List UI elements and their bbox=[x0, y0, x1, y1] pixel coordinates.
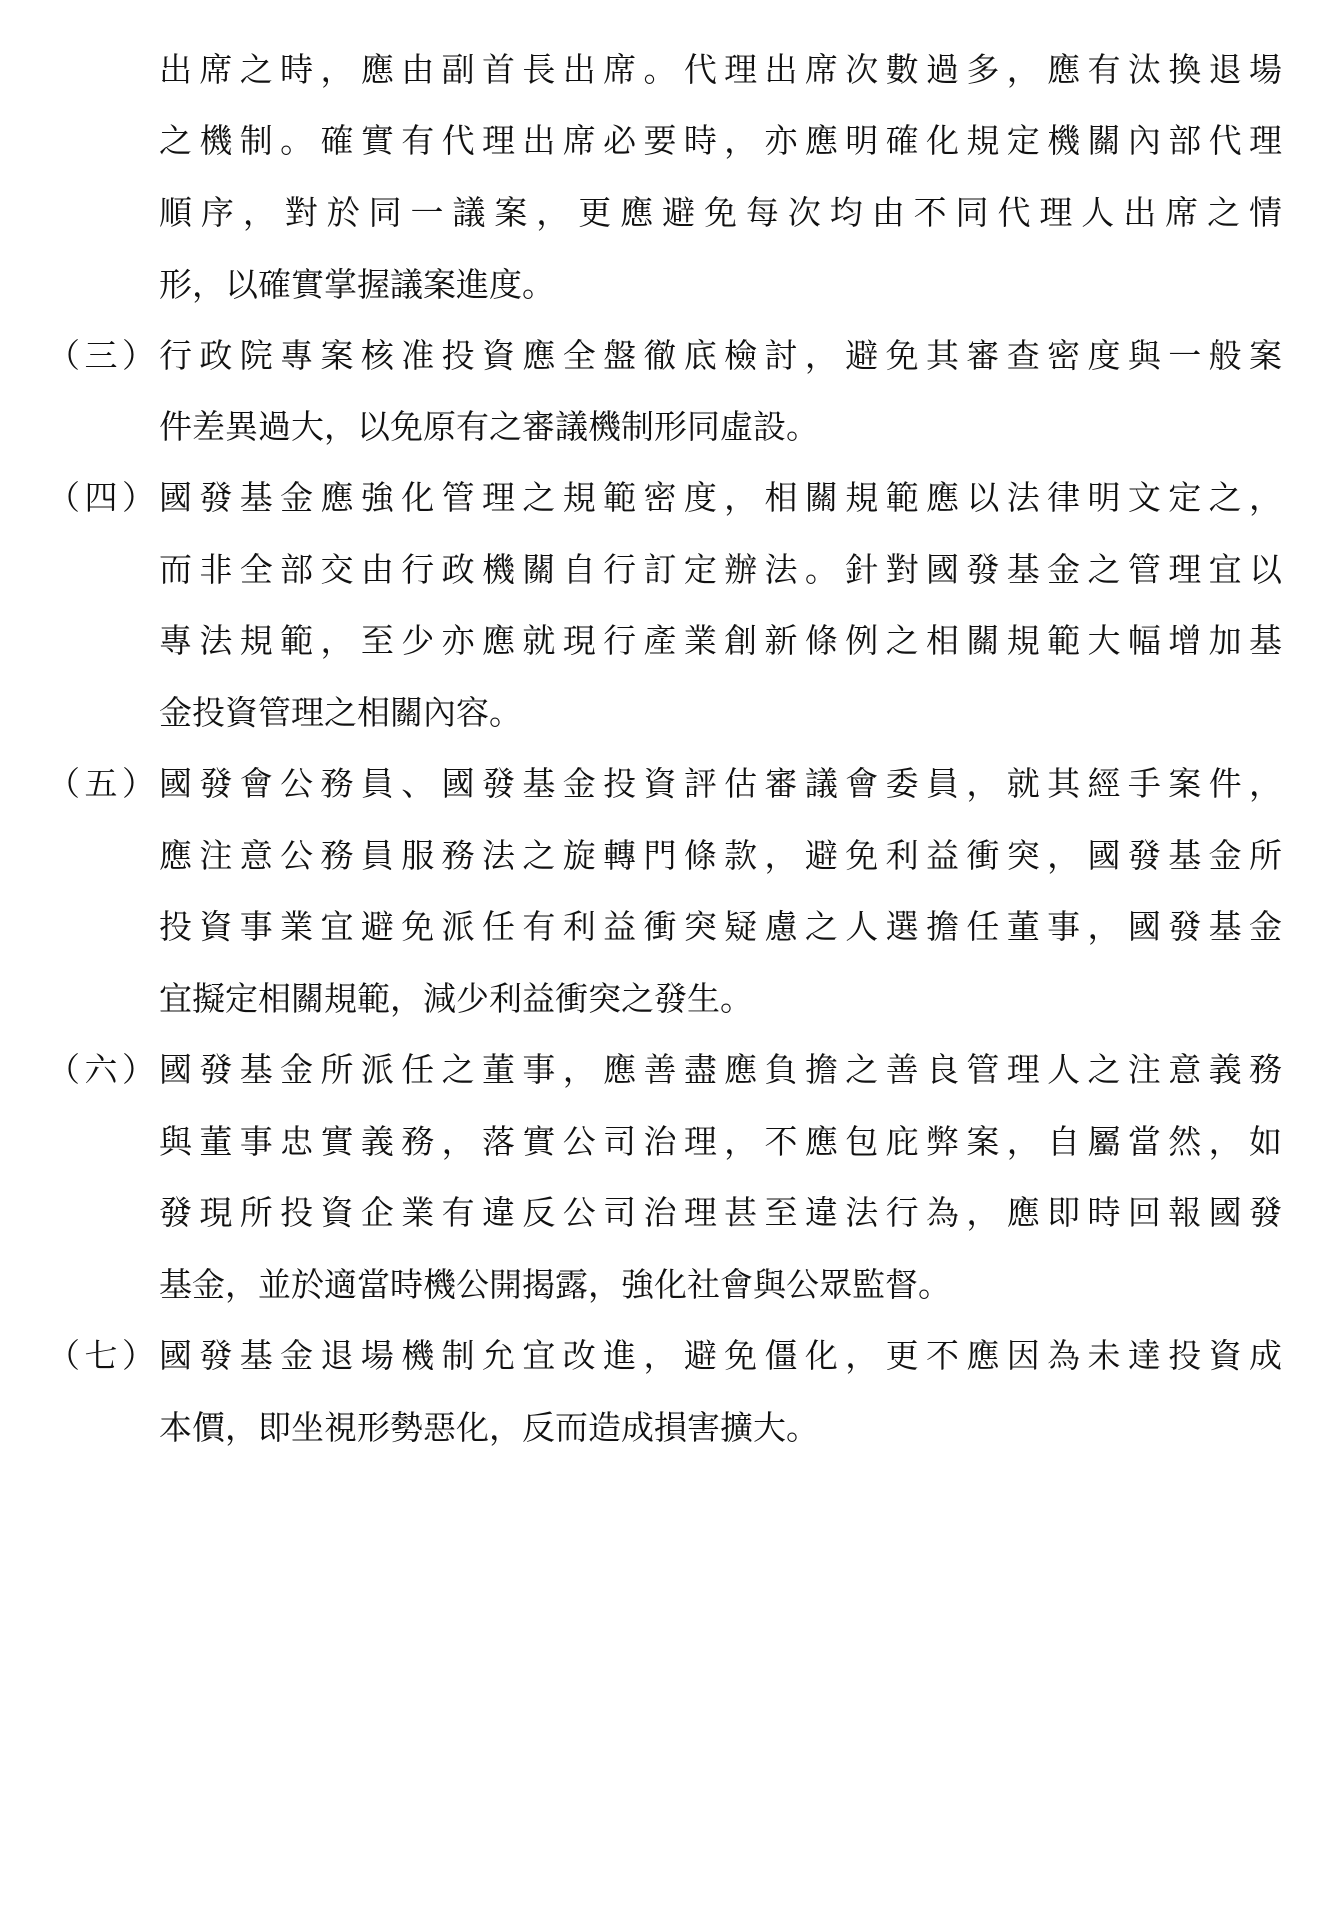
item-line: 件差異過大，以免原有之審議機制形同虛設。 bbox=[159, 407, 819, 446]
item-line: 專法規範，至少亦應就現行產業創新條例之相關規範大幅增加基 bbox=[159, 621, 1282, 660]
intro-line: 之機制。確實有代理出席必要時，亦應明確化規定機關內部代理 bbox=[159, 121, 1282, 160]
item-line: 與董事忠實義務，落實公司治理，不應包庇弊案，自屬當然，如 bbox=[159, 1122, 1282, 1161]
item-number: （七） bbox=[47, 1336, 155, 1375]
item-number: （五） bbox=[47, 764, 155, 803]
item-line: 發現所投資企業有違反公司治理甚至違法行為，應即時回報國發 bbox=[159, 1193, 1282, 1232]
item-number: （六） bbox=[47, 1050, 155, 1089]
item-line: 國發基金應強化管理之規範密度，相關規範應以法律明文定之， bbox=[159, 478, 1282, 517]
item-line: 應注意公務員服務法之旋轉門條款，避免利益衝突，國發基金所 bbox=[159, 836, 1282, 875]
item-line: 國發會公務員、國發基金投資評估審議會委員，就其經手案件， bbox=[159, 764, 1282, 803]
item-line: 金投資管理之相關內容。 bbox=[159, 693, 522, 732]
item-line: 而非全部交由行政機關自行訂定辦法。針對國發基金之管理宜以 bbox=[159, 550, 1282, 589]
item-line: 基金，並於適當時機公開揭露，強化社會與公眾監督。 bbox=[159, 1265, 951, 1304]
item-line: 本價，即坐視形勢惡化，反而造成損害擴大。 bbox=[159, 1408, 819, 1447]
item-line: 宜擬定相關規範，減少利益衝突之發生。 bbox=[159, 979, 753, 1018]
item-number: （三） bbox=[47, 336, 155, 375]
intro-line: 出席之時，應由副首長出席。代理出席次數過多，應有汰換退場 bbox=[159, 50, 1282, 89]
item-line: 行政院專案核准投資應全盤徹底檢討，避免其審查密度與一般案 bbox=[159, 336, 1282, 375]
intro-line: 形，以確實掌握議案進度。 bbox=[159, 265, 555, 304]
intro-line: 順序，對於同一議案，更應避免每次均由不同代理人出席之情 bbox=[159, 193, 1282, 232]
item-line: 國發基金退場機制允宜改進，避免僵化，更不應因為未達投資成 bbox=[159, 1336, 1282, 1375]
item-line: 國發基金所派任之董事，應善盡應負擔之善良管理人之注意義務 bbox=[159, 1050, 1282, 1089]
item-number: （四） bbox=[47, 478, 155, 517]
item-line: 投資事業宜避免派任有利益衝突疑慮之人選擔任董事，國發基金 bbox=[159, 907, 1282, 946]
